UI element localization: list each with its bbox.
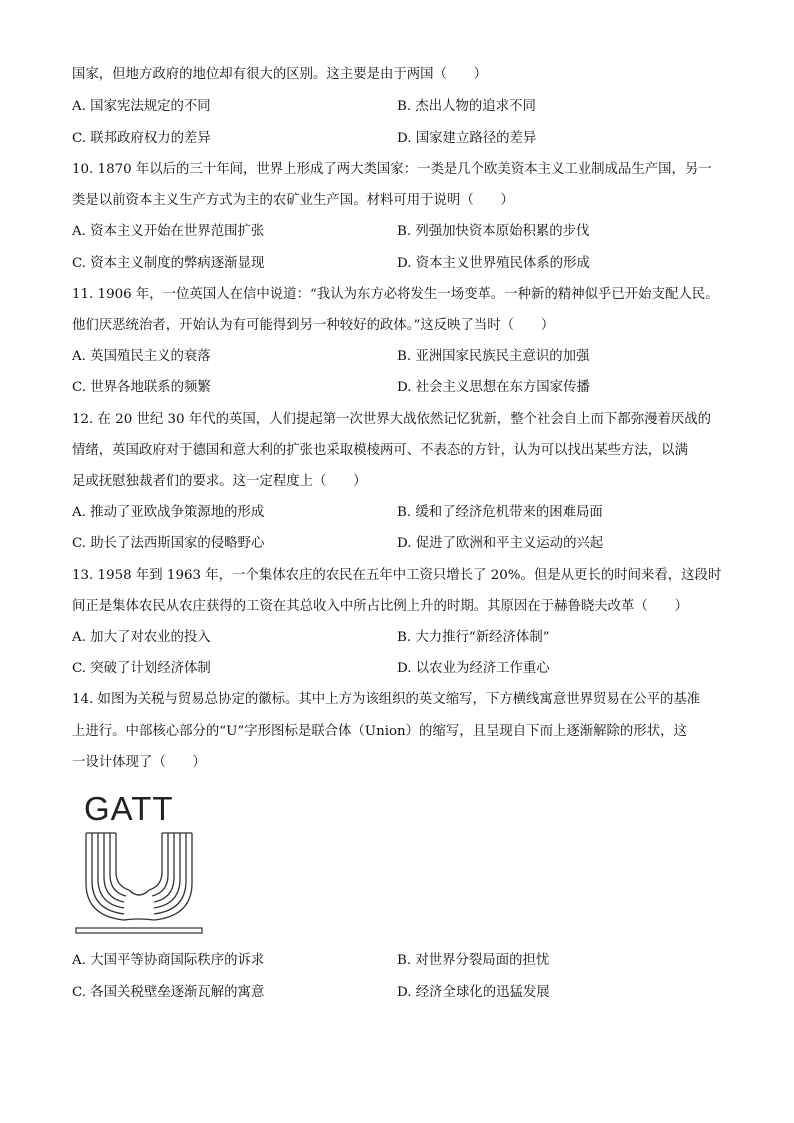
q12-option-a: A. 推动了亚欧战争策源地的形成 xyxy=(72,505,265,520)
q10-option-c: C. 资本主义制度的弊病逐渐显现 xyxy=(72,256,265,271)
q11-option-c: C. 世界各地联系的频繁 xyxy=(72,380,211,395)
q9-option-c: C. 联邦政府权力的差异 xyxy=(72,131,211,146)
q13-option-b: B. 大力推行“新经济体制” xyxy=(397,630,550,645)
q9-option-d: D. 国家建立路径的差异 xyxy=(397,131,537,146)
q11-option-b: B. 亚洲国家民族民主意识的加强 xyxy=(397,349,590,364)
q14-option-c: C. 各国关税壁垒逐渐瓦解的寓意 xyxy=(72,985,265,1000)
q10-stem-line: 10. 1870 年以后的三十年间，世界上形成了两大类国家：一类是几个欧美资本主义工业制成品生产国，另一 xyxy=(72,162,712,177)
q12-option-c: C. 助长了法西斯国家的侵略野心 xyxy=(72,536,265,551)
baseline-bar xyxy=(76,928,202,933)
q11-stem-line: 11. 1906 年，一位英国人在信中说道：“我认为东方必将发生一场变革。一种新的精神似乎已开始支配人民。 xyxy=(72,287,719,302)
q14-stem-line: 一设计体现了（ ） xyxy=(72,755,206,770)
q12-stem-line: 情绪，英国政府对于德国和意大利的扩张也采取模棱两可、不表态的方针，认为可以找出某些方法，以满 xyxy=(72,443,688,458)
q11-option-d: D. 社会主义思想在东方国家传播 xyxy=(397,380,590,395)
q12-option-b: B. 缓和了经济危机带来的困难局面 xyxy=(397,505,603,520)
q9-option-b: B. 杰出人物的追求不同 xyxy=(397,99,536,114)
q13-option-a: A. 加大了对农业的投入 xyxy=(72,630,211,645)
u-shape-icon xyxy=(86,833,192,920)
q10-option-b: B. 列强加快资本原始积累的步伐 xyxy=(397,224,590,239)
q12-option-d: D. 促进了欧洲和平主义运动的兴起 xyxy=(397,536,604,551)
q12-stem-line: 足或抚慰独裁者们的要求。这一定程度上（ ） xyxy=(72,474,367,489)
q9-stem-line: 国家，但地方政府的地位却有很大的区别。这主要是由于两国（ ） xyxy=(72,67,488,82)
gatt-logo-text: GATT xyxy=(84,790,174,827)
q12-stem-line: 12. 在 20 世纪 30 年代的英国，人们提起第一次世界大战依然记忆犹新，整个社会自上而下都弥漫着厌战的 xyxy=(72,412,712,427)
q14-option-a: A. 大国平等协商国际秩序的诉求 xyxy=(72,953,265,968)
q13-stem-line: 13. 1958 年到 1963 年，一个集体农庄的农民在五年中工资只增长了 20%。但是从更长的时间来看，这段时 xyxy=(72,568,722,583)
q13-option-d: D. 以农业为经济工作重心 xyxy=(397,661,550,676)
q14-option-d: D. 经济全球化的迅猛发展 xyxy=(397,985,550,1000)
gatt-logo-figure xyxy=(74,788,204,938)
q14-stem-line: 14. 如图为关税与贸易总协定的徽标。其中上方为该组织的英文缩写，下方横线寓意世界贸易在公平的基准 xyxy=(72,692,701,707)
q10-stem-line: 类是以前资本主义生产方式为主的农矿业生产国。材料可用于说明（ ） xyxy=(72,193,514,208)
q10-option-d: D. 资本主义世界殖民体系的形成 xyxy=(397,256,590,271)
q13-stem-line: 间正是集体农民从农庄获得的工资在其总收入中所占比例上升的时期。其原因在于赫鲁晓夫改革（ ） xyxy=(72,599,688,614)
q14-stem-line: 上进行。中部核心部分的“U”字形图标是联合体（Union）的缩写，且呈现自下而上逐渐解除的形状，这 xyxy=(72,724,687,739)
q14-option-b: B. 对世界分裂局面的担忧 xyxy=(397,953,550,968)
q11-option-a: A. 英国殖民主义的衰落 xyxy=(72,349,211,364)
q13-option-c: C. 突破了计划经济体制 xyxy=(72,661,211,676)
q9-option-a: A. 国家宪法规定的不同 xyxy=(72,99,211,114)
q11-stem-line: 他们厌恶统治者，开始认为有可能得到另一种较好的政体。”这反映了当时（ ） xyxy=(72,318,555,333)
q10-option-a: A. 资本主义开始在世界范围扩张 xyxy=(72,224,265,239)
